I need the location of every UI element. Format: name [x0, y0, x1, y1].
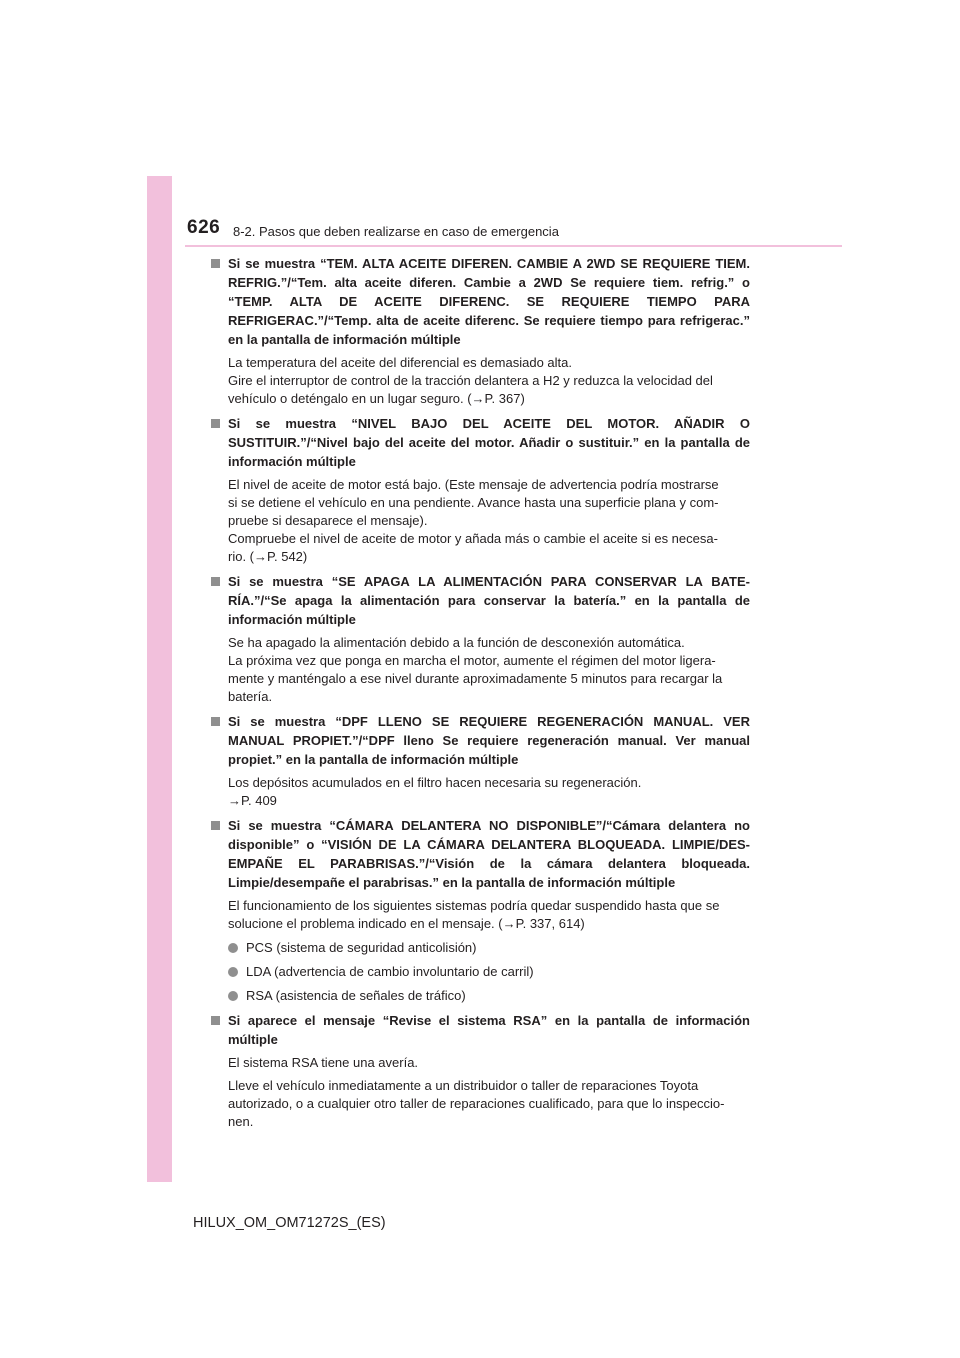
- square-bullet-icon: [211, 821, 220, 830]
- warning-item: [209, 712, 750, 810]
- header-divider: [185, 245, 842, 247]
- item-heading: Si se muestra “CÁMARA DELANTERA NO DISPONIBLE”/“Cámara delantera no disponible” o “VISIÓN DE LA CÁMARA DELANTERA BLOQUEADA. LIMPIE/DES-EMPAÑE EL PARABRISAS.”/“Visión de la cámara delantera bloqueada. Limpie/desempañe el parabrisas.” en la pantalla de información múltiple: [209, 816, 750, 892]
- square-bullet-icon: [211, 577, 220, 586]
- item-body: El sistema RSA tiene una avería.: [228, 1055, 419, 1070]
- chapter-sidebar-tab: [147, 176, 172, 1182]
- round-bullet-icon: [228, 943, 238, 953]
- square-bullet-icon: [211, 717, 220, 726]
- list-item: LDA (advertencia de cambio involuntario de carril): [209, 963, 750, 981]
- item-body-2: Lleve el vehículo inmediatamente a un distribuidor o taller de reparaciones Toyota autorizado, o a cualquier otro taller de reparaciones cualificado, para que lo inspeccio- nen.: [228, 1078, 725, 1129]
- warning-item: [209, 254, 750, 408]
- round-bullet-icon: [228, 991, 238, 1001]
- item-body: El funcionamiento de los siguientes sistemas podría quedar suspendido hasta que se solucione el problema indicado en el mensaje. (→P. 337, 614): [228, 898, 720, 931]
- list-item: PCS (sistema de seguridad anticolisión): [209, 939, 750, 957]
- warning-item: [209, 1011, 750, 1131]
- item-heading: Si se muestra “NIVEL BAJO DEL ACEITE DEL MOTOR. AÑADIR O SUSTITUIR.”/“Nivel bajo del aceite del motor. Añadir o sustituir.” en la pantalla de información múltiple: [209, 414, 750, 471]
- square-bullet-icon: [211, 419, 220, 428]
- section-title: 8-2. Pasos que deben realizarse en caso de emergencia: [233, 224, 559, 239]
- square-bullet-icon: [211, 259, 220, 268]
- item-heading: Si se muestra “TEM. ALTA ACEITE DIFEREN. CAMBIE A 2WD SE REQUIERE TIEM. REFRIG.”/“Tem. alta aceite diferen. Cambie a 2WD Se requiere tiem. refrig.” o “TEMP. ALTA DE ACEITE DIFERENC. SE REQUIERE TIEMPO PARA REFRIGERAC.”/“Temp. alta de aceite diferenc. Se requiere tiempo para refrigerac.” en la pantalla de información múltiple: [209, 254, 750, 349]
- page-number: 626: [187, 217, 221, 238]
- item-body: La temperatura del aceite del diferencial es demasiado alta. Gire el interruptor de control de la tracción delantera a H2 y reduzca la velocidad del vehículo o deténgalo en un lugar seguro. (→P. 367): [228, 355, 713, 406]
- item-heading: Si se muestra “SE APAGA LA ALIMENTACIÓN PARA CONSERVAR LA BATE-RÍA.”/“Se apaga la alimentación para conservar la batería.” en la pantalla de información múltiple: [209, 572, 750, 629]
- page-content: [209, 254, 750, 1137]
- round-bullet-icon: [228, 967, 238, 977]
- warning-item: [209, 572, 750, 706]
- warning-item: [209, 816, 750, 1005]
- item-heading: Si aparece el mensaje “Revise el sistema RSA” en la pantalla de información múltiple: [209, 1011, 750, 1049]
- item-body: Los depósitos acumulados en el filtro hacen necesaria su regeneración. →P. 409: [228, 775, 642, 808]
- footer-doc-code: HILUX_OM_OM71272S_(ES): [193, 1215, 386, 1231]
- warning-item: [209, 414, 750, 566]
- item-body: Se ha apagado la alimentación debido a la función de desconexión automática. La próxima vez que ponga en marcha el motor, aumente el régimen del motor ligera- mente y manténgalo a ese nivel durante aproximadamente 5 minutos para recargar la batería.: [228, 635, 723, 704]
- list-item: RSA (asistencia de señales de tráfico): [209, 987, 750, 1005]
- square-bullet-icon: [211, 1016, 220, 1025]
- item-heading: Si se muestra “DPF LLENO SE REQUIERE REGENERACIÓN MANUAL. VER MANUAL PROPIET.”/“DPF lleno Se requiere regeneración manual. Ver manual propiet.” en la pantalla de información múltiple: [209, 712, 750, 769]
- item-body: El nivel de aceite de motor está bajo. (Este mensaje de advertencia podría mostrarse si se detiene el vehículo en una pendiente. Avance hasta una superficie plana y com- pruebe si desaparece el mensaje). Compruebe el nivel de aceite de motor y añada más o cambie el aceite si es necesa- rio. (→P. 542): [228, 477, 719, 564]
